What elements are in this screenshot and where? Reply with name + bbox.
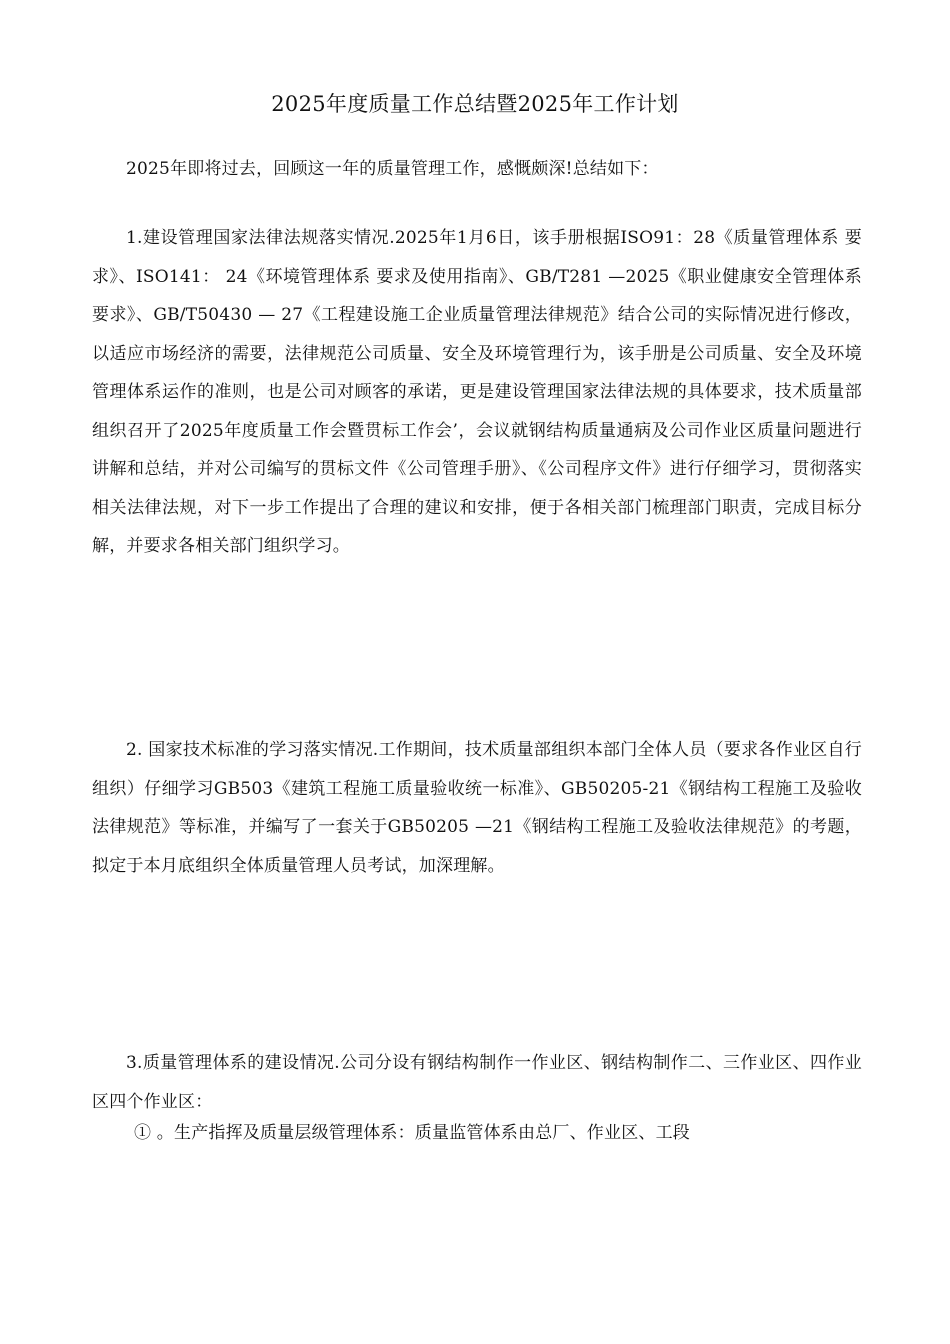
section-1-paragraph: 1.建设管理国家法律法规落实情况.2025年1月6日，该手册根据ISO91：28《质量管理体系 要求》、ISO141： 24《环境管理体系 要求及使用指南》、GB/T281 —2025《职业健康安全管理体系 要求》、GB/T50430 — 27《工程建设施工企业质量管理法律规范》结合公司的实际情况进行修改，以适应市场经济的需要，法律规范公司质量、安全及环境管理行为，该手册是公司质量、安全及环境管理体系运作的准则，也是公司对顾客的承诺，更是建设管理国家法律法规的具体要求，技术质量部组织召开了2025年度质量工作会暨贯标工作会’，会议就钢结构质量通病及公司作业区质量问题进行讲解和总结，并对公司编写的贯标文件《公司管理手册》、《公司程序文件》进行仔细学习，贯彻落实相关法律法规，对下一步工作提出了合理的建议和安排，便于各相关部门梳理部门职责，完成目标分解，并要求各相关部门组织学习。 <box>92 228 862 556</box>
subitem-1-paragraph: ① 。生产指挥及质量层级管理体系：质量监管体系由总厂、作业区、工段 <box>134 1123 691 1143</box>
document-title: 2025年度质量工作总结暨2025年工作计划 <box>271 92 679 116</box>
section-3-paragraph: 3.质量管理体系的建设情况.公司分设有钢结构制作一作业区、钢结构制作二、三作业区、四作业区四个作业区： <box>92 1053 862 1112</box>
intro-paragraph: 2025年即将过去，回顾这一年的质量管理工作，感慨颇深!总结如下： <box>126 159 659 179</box>
section-2-paragraph: 2. 国家技术标准的学习落实情况.工作期间，技术质量部组织本部门全体人员（要求各作业区自行组织）仔细学习GB503《建筑工程施工质量验收统一标准》、GB50205-21《钢结构工程施工及验收法律规范》等标准，并编写了一套关于GB50205 —21《钢结构工程施工及验收法律规范》的考题，拟定于本月底组织全体质量管理人员考试，加深理解。 <box>92 740 862 876</box>
